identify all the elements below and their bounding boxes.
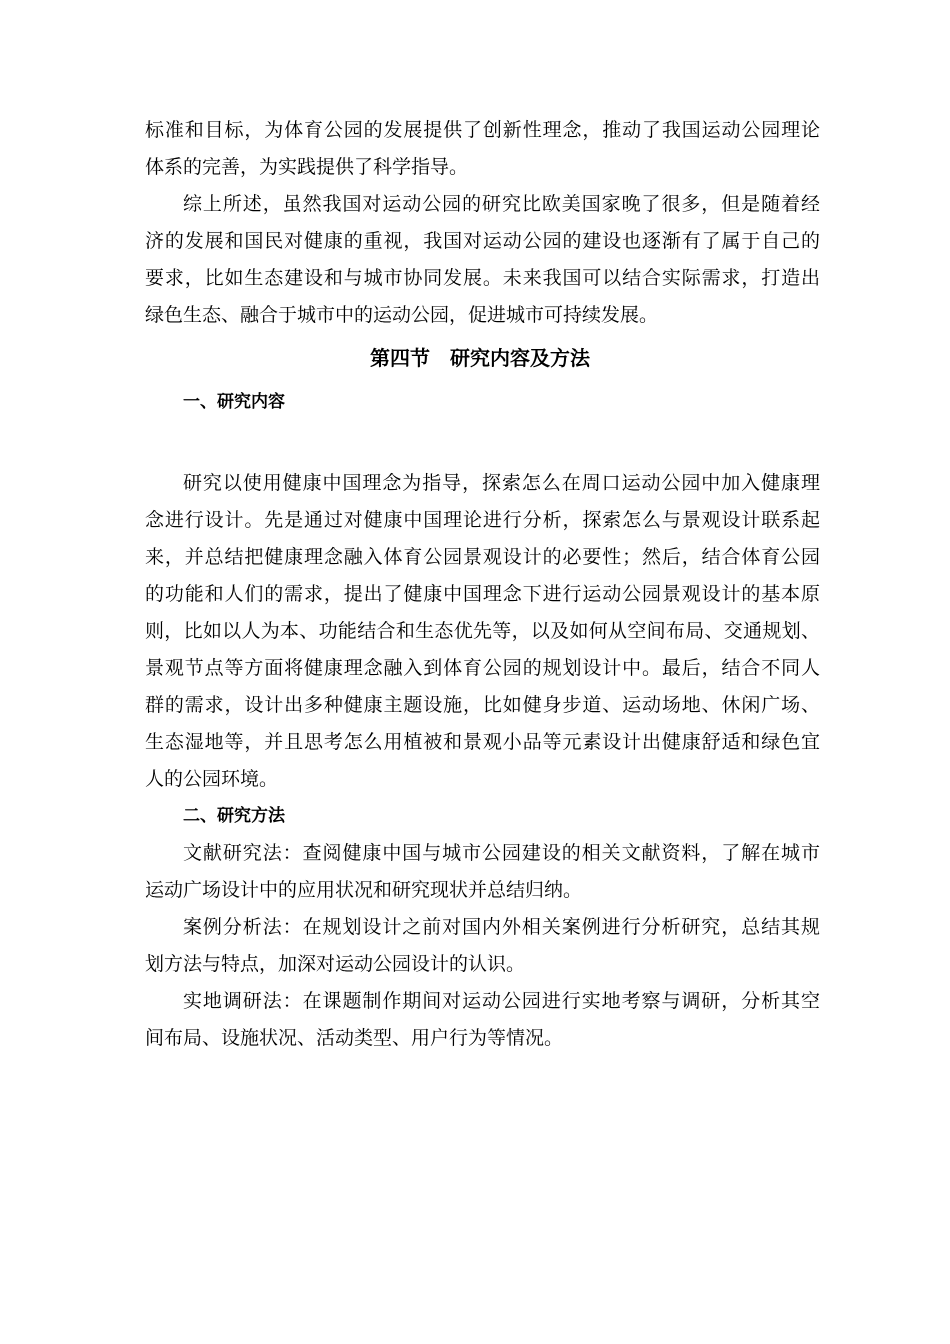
text-line: 标准和目标，为体育公园的发展提供了创新性理念，推动了我国运动公园理论 xyxy=(145,119,820,141)
section-title: 第四节 研究内容及方法 xyxy=(370,346,590,370)
text-line: 景观节点等方面将健康理念融入到体育公园的规划设计中。最后，结合不同人 xyxy=(145,657,820,679)
text-line: 绿色生态、融合于城市中的运动公园，促进城市可持续发展。 xyxy=(145,304,659,326)
text-line: 生态湿地等，并且思考怎么用植被和景观小品等元素设计出健康舒适和绿色宜 xyxy=(145,731,820,753)
case-method-paragraph xyxy=(145,909,820,983)
text-line: 划方法与特点，加深对运动公园设计的认识。 xyxy=(145,953,526,975)
field-method-paragraph xyxy=(145,983,820,1057)
text-line: 济的发展和国民对健康的重视，我国对运动公园的建设也逐渐有了属于自己的 xyxy=(145,230,820,252)
text-line: 文献研究法：查阅健康中国与城市公园建设的相关文献资料，了解在城市 xyxy=(183,842,820,864)
page-body xyxy=(145,112,820,1057)
research-methods-heading: 二、研究方法 xyxy=(183,806,285,826)
text-line: 念进行设计。先是通过对健康中国理论进行分析，探索怎么与景观设计联系起 xyxy=(145,509,820,531)
text-line: 则，比如以人为本、功能结合和生态优先等，以及如何从空间布局、交通规划、 xyxy=(145,620,820,642)
summary-paragraph xyxy=(145,186,820,334)
text-line: 实地调研法：在课题制作期间对运动公园进行实地考察与调研，分析其空 xyxy=(183,990,820,1012)
text-line: 综上所述，虽然我国对运动公园的研究比欧美国家晚了很多，但是随着经 xyxy=(183,193,820,215)
text-line: 群的需求，设计出多种健康主题设施，比如健身步道、运动场地、休闲广场、 xyxy=(145,694,820,716)
text-line: 体系的完善，为实践提供了科学指导。 xyxy=(145,156,469,178)
intro-paragraph xyxy=(145,112,820,186)
text-line: 案例分析法：在规划设计之前对国内外相关案例进行分析研究，总结其规 xyxy=(183,916,820,938)
text-line: 来，并总结把健康理念融入体育公园景观设计的必要性；然后，结合体育公园 xyxy=(145,546,820,568)
text-line: 的功能和人们的需求，提出了健康中国理念下进行运动公园景观设计的基本原 xyxy=(145,583,820,605)
text-line: 运动广场设计中的应用状况和研究现状并总结归纳。 xyxy=(145,879,583,901)
text-line: 研究以使用健康中国理念为指导，探索怎么在周口运动公园中加入健康理 xyxy=(183,472,820,494)
research-content-heading: 一、研究内容 xyxy=(183,392,285,412)
text-line: 间布局、设施状况、活动类型、用户行为等情况。 xyxy=(145,1027,564,1049)
spacer xyxy=(145,421,820,465)
text-line: 人的公园环境。 xyxy=(145,768,279,790)
text-line: 要求，比如生态建设和与城市协同发展。未来我国可以结合实际需求，打造出 xyxy=(145,267,820,289)
research-content-paragraph xyxy=(145,465,820,798)
literature-method-paragraph xyxy=(145,835,820,909)
